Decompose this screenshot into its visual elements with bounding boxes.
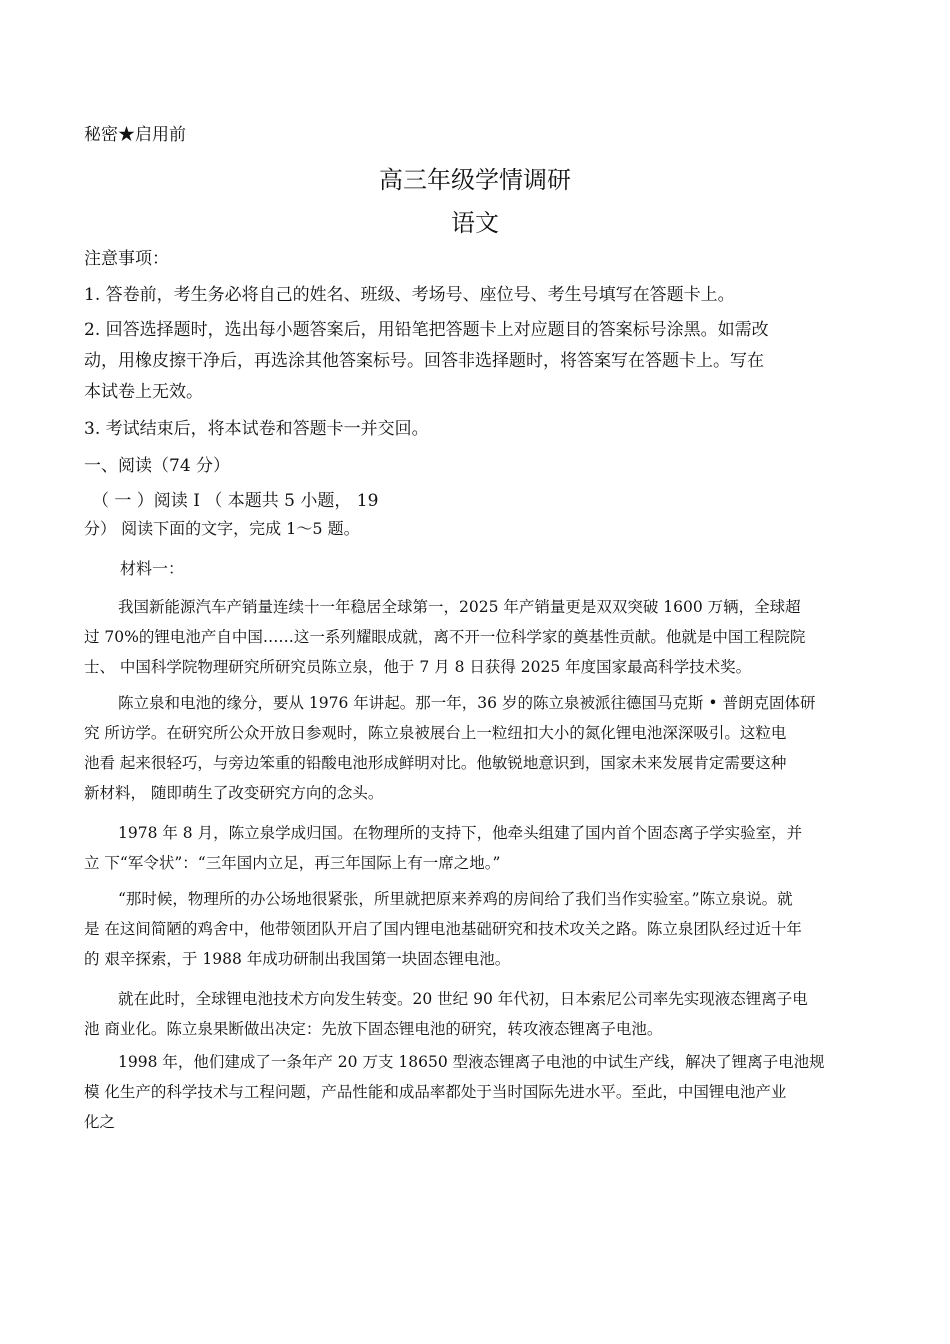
paragraph-line: 池看 起来很轻巧，与旁边笨重的铅酸电池形成鲜明对比。他敏锐地意识到，国家未来发展肯定需要这种: [84, 754, 787, 772]
paragraph-5: [84, 984, 874, 1044]
secret-label: 秘密★启用前: [84, 125, 186, 145]
part-heading-line-1: （ 一 ）阅读 I （ 本题共 5 小题， 19: [92, 491, 379, 511]
paragraph-line: 究 所访学。在研究所公众开放日参观时，陈立泉被展台上一粒纽扣大小的氮化锂电池深深吸引。这粒电: [84, 724, 787, 742]
subject-title: 语文: [451, 209, 499, 237]
part-heading-line-2: 分） 阅读下面的文字，完成 1～5 题。: [84, 519, 360, 538]
paragraph-line: 1998 年，他们建成了一条年产 20 万支 18650 型液态锂离子电池的中试生产线，解决了锂离子电池规: [118, 1053, 825, 1071]
paragraph-4: [84, 884, 874, 974]
paragraph-line: 1978 年 8 月，陈立泉学成归国。在物理所的支持下，他牵头组建了国内首个固态离子学实验室，并: [118, 824, 803, 842]
paragraph-line: 就在此时，全球锂电池技术方向发生转变。20 世纪 90 年代初，日本索尼公司率先实现液态锂离子电: [118, 990, 808, 1008]
paragraph-line: 池 商业化。陈立泉果断做出决定：先放下固态锂电池的研究，转攻液态锂离子电池。: [84, 1020, 663, 1038]
paragraph-line: 的 艰辛探索，于 1988 年成功研制出我国第一块固态锂电池。: [84, 950, 511, 968]
paragraph-line: “那时候，物理所的办公场地很紧张，所里就把原来养鸡的房间给了我们当作实验室。”陈立泉说。就: [118, 890, 793, 908]
paragraph-line: 我国新能源汽车产销量连续十一年稳居全球第一，2025 年产销量更是双双突破 1600 万辆，全球超: [118, 598, 801, 616]
notice-item-line: 动，用橡皮擦干净后，再选涂其他答案标号。回答非选择题时，将答案写在答题卡上。写在: [84, 351, 764, 371]
notice-item-line: 本试卷上无效。: [84, 382, 203, 402]
paragraph-line: 陈立泉和电池的缘分，要从 1976 年讲起。那一年，36 岁的陈立泉被派往德国马克斯 • 普朗克固体研: [118, 694, 816, 712]
paragraph-2: [84, 688, 874, 808]
notice-item-3: [84, 414, 874, 445]
paragraph-6: [84, 1047, 874, 1137]
notice-item-text: 3. 考试结束后，将本试卷和答题卡一并交回。: [84, 419, 429, 439]
notice-item-text: 1. 答卷前，考生务必将自己的姓名、班级、考场号、座位号、考生号填写在答题卡上。: [84, 285, 735, 305]
exam-title: 高三年级学情调研: [379, 166, 571, 194]
material-label: 材料一：: [120, 559, 185, 578]
paragraph-line: 化之: [84, 1113, 116, 1131]
section-heading: 一、阅读（74 分）: [84, 456, 231, 476]
notice-heading: 注意事项：: [84, 249, 169, 269]
paragraph-line: 是 在这间简陋的鸡舍中，他带领团队开启了国内锂电池基础研究和技术攻关之路。陈立泉团队经过近十年: [84, 920, 802, 938]
notice-item-line: 2. 回答选择题时，选出每小题答案后，用铅笔把答题卡上对应题目的答案标号涂黑。如需改: [84, 320, 769, 340]
notice-item-2: [84, 315, 874, 408]
paragraph-1: [84, 592, 874, 682]
notice-item-1: [84, 280, 874, 311]
paragraph-line: 模 化生产的科学技术与工程问题，产品性能和成品率都处于当时国际先进水平。至此，中国锂电池产业: [84, 1083, 787, 1101]
paragraph-line: 过 70%的锂电池产自中国……这一系列耀眼成就，离不开一位科学家的奠基性贡献。他就是中国工程院院: [84, 628, 806, 646]
paragraph-line: 立 下“军令状”：“三年国内立足，再三年国际上有一席之地。”: [84, 854, 501, 872]
paragraph-3: [84, 818, 874, 878]
paragraph-line: 新材料， 随即萌生了改变研究方向的念头。: [84, 784, 384, 802]
paragraph-line: 士、 中国科学院物理研究所研究员陈立泉，他于 7 月 8 日获得 2025 年度国家最高科学技术奖。: [84, 658, 752, 676]
